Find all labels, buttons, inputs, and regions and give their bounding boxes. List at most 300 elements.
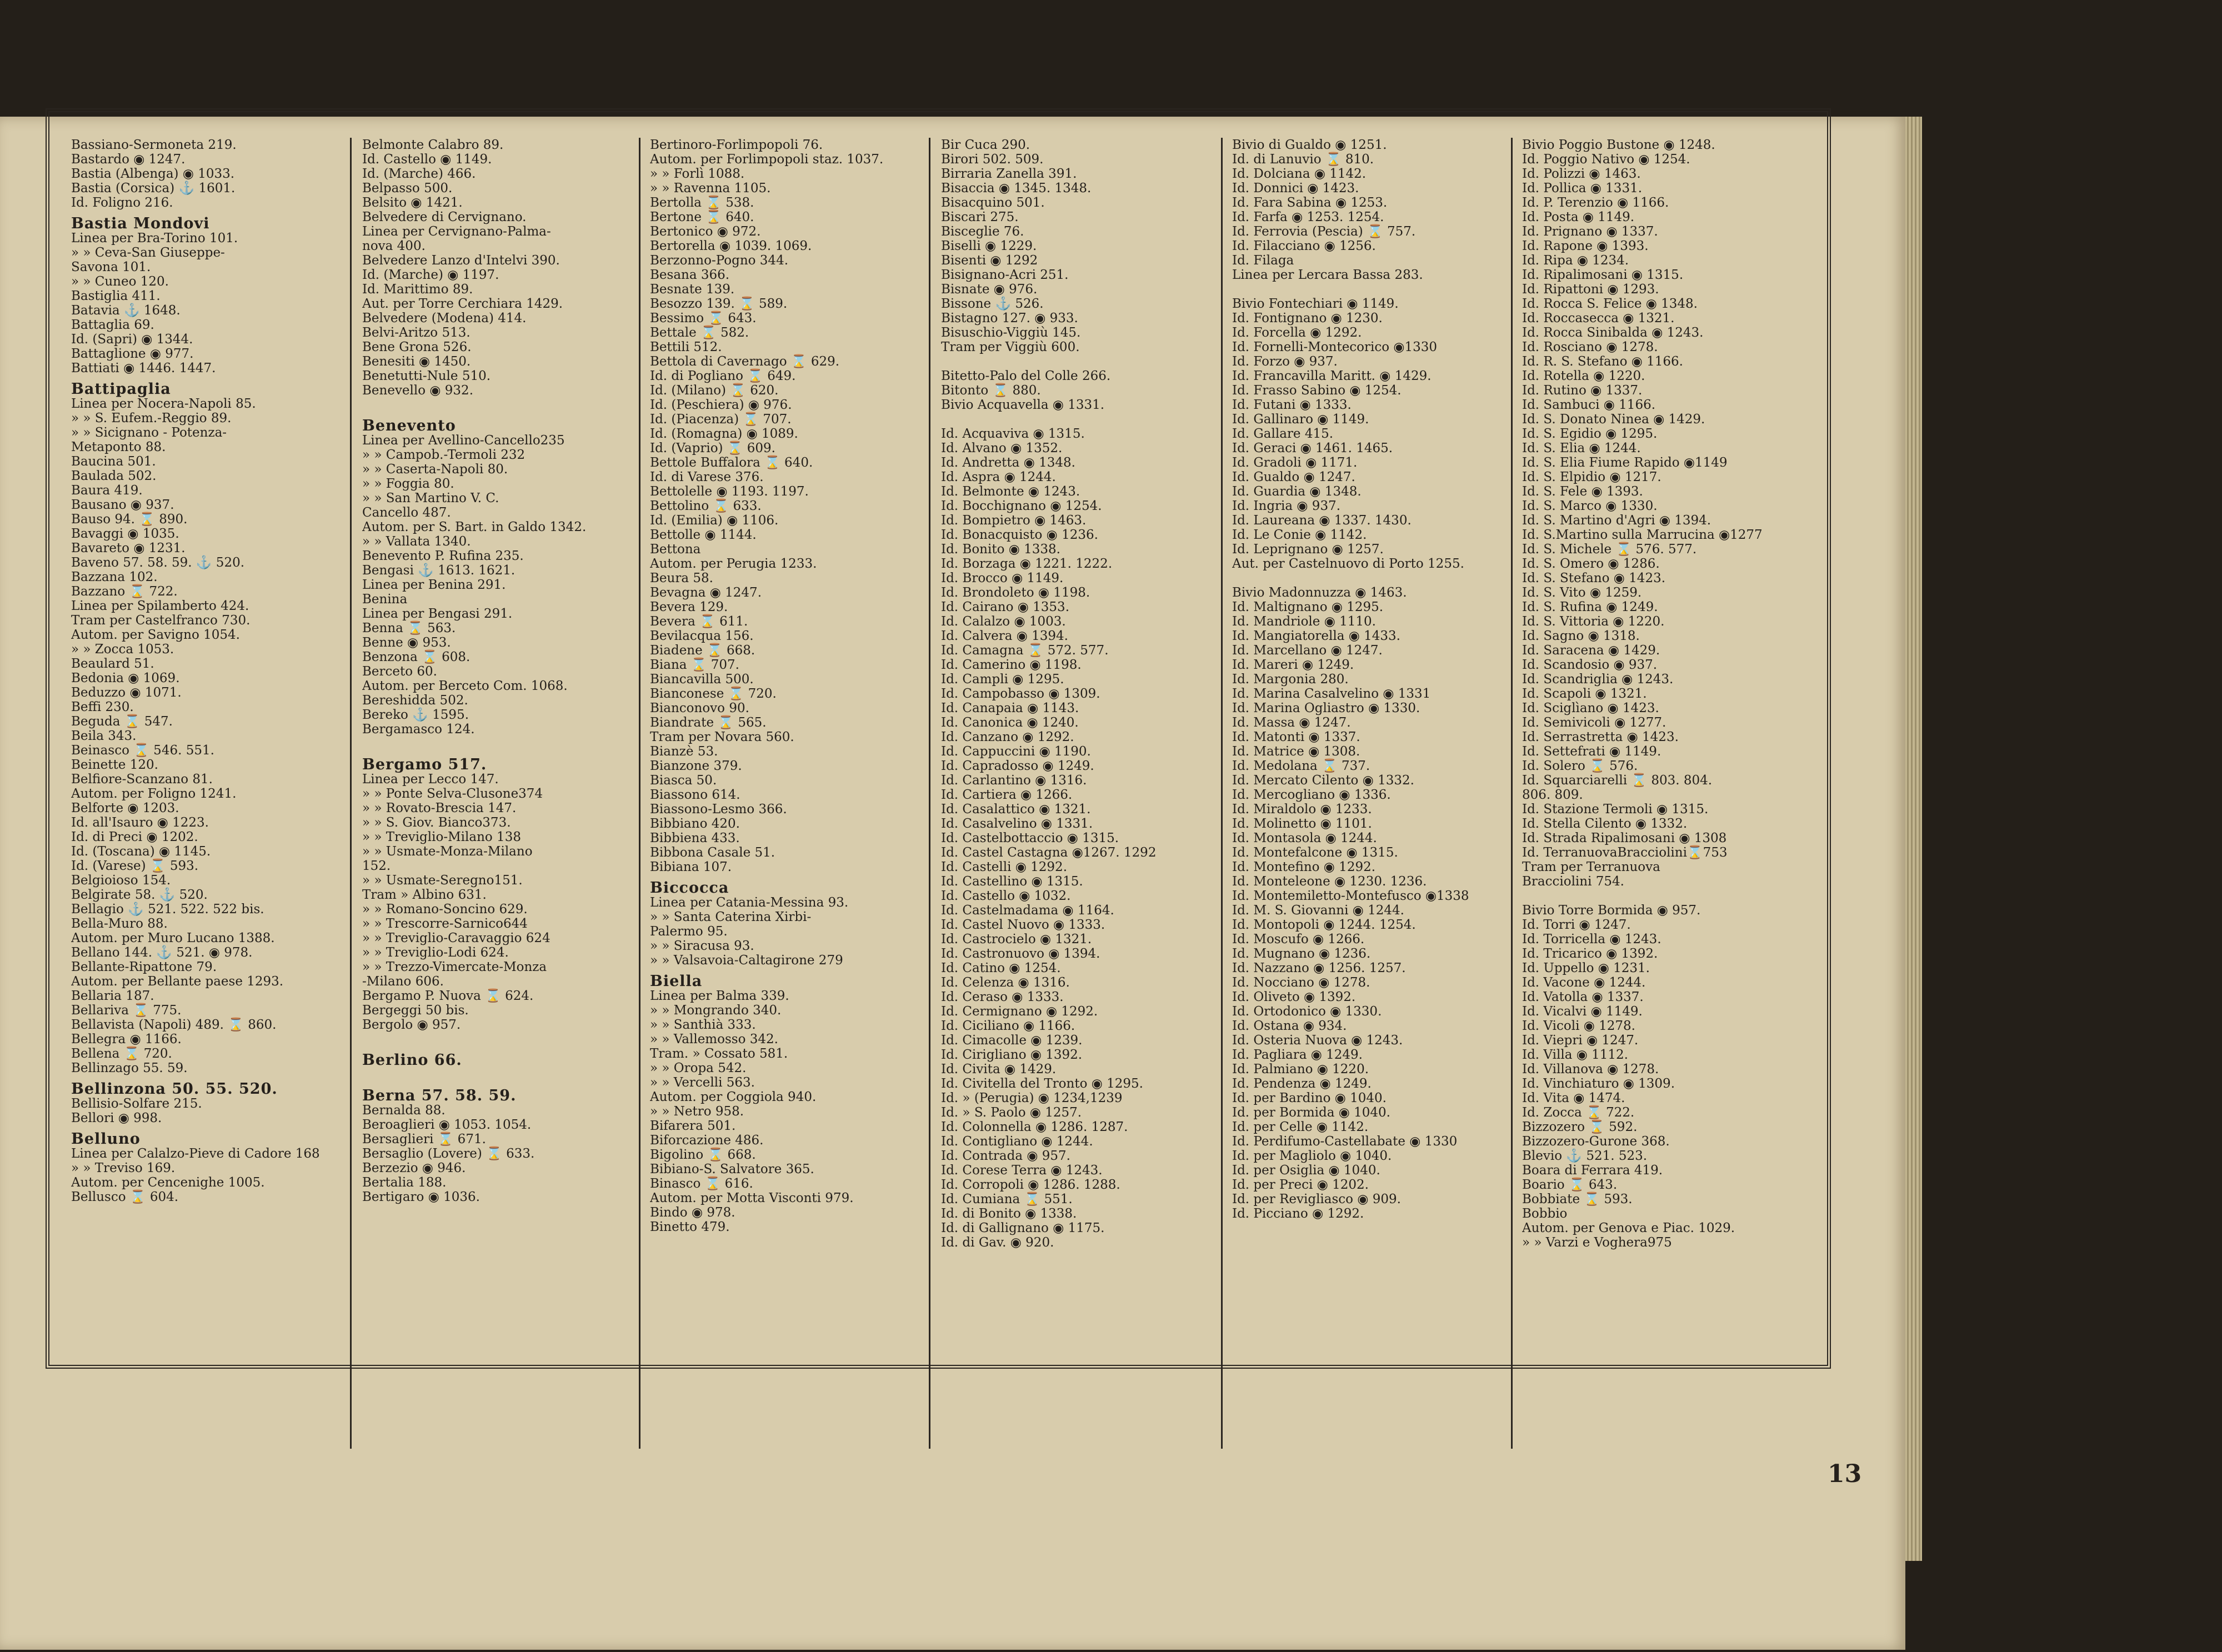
index-entry: Id. Bonacquisto ◉ 1236.: [941, 528, 1098, 542]
index-entry: [362, 1068, 640, 1082]
index-entry: Id. Bompietro ◉ 1463.: [941, 513, 1087, 528]
index-entry: Benevello ◉ 932.: [362, 383, 474, 398]
index-entry: [1232, 282, 1510, 297]
index-entry: Bellisio-Solfare 215.: [71, 1097, 202, 1111]
index-entry: Id. S. Stefano ◉ 1423.: [1522, 571, 1666, 585]
index-entry: Id. Campli ◉ 1295.: [941, 672, 1064, 687]
index-entry: Bettolino ⌛ 633.: [650, 499, 762, 513]
index-entry: Belvedere di Cervignano.: [362, 210, 527, 224]
index-entry: Autom. per Bellante paese 1293.: [71, 974, 284, 989]
index-entry: Bindo ◉ 978.: [650, 1205, 735, 1220]
index-entry: Bertalia 188.: [362, 1175, 447, 1190]
index-entry: Id. TerranuovaBracciolini⌛753: [1522, 845, 1728, 860]
index-entry: Baulada 502.: [71, 469, 157, 483]
index-entry: Id. R. S. Stefano ◉ 1166.: [1522, 354, 1683, 369]
index-entry: » » Forlì 1088.: [650, 167, 745, 181]
index-entry: Id. Vicoli ◉ 1278.: [1522, 1019, 1635, 1033]
index-entry: Id. Sagno ◉ 1318.: [1522, 629, 1640, 643]
index-entry: Aut. per Castelnuovo di Porto 1255.: [1232, 557, 1464, 571]
index-entry: Id. Ripa ◉ 1234.: [1522, 253, 1629, 268]
index-entry: Bergamo P. Nuova ⌛ 624.: [362, 989, 534, 1003]
index-entry: Id. Roccasecca ◉ 1321.: [1522, 311, 1675, 326]
index-entry: Id. Cartiera ◉ 1266.: [941, 788, 1073, 802]
index-entry: Id. Fara Sabina ◉ 1253.: [1232, 196, 1388, 210]
index-entry: Bizzozero ⌛ 592.: [1522, 1120, 1638, 1134]
index-entry: Id. (Marche) ◉ 1197.: [362, 268, 499, 282]
index-entry: Id. Ceraso ◉ 1333.: [941, 990, 1064, 1004]
index-entry: Autom. per Cencenighe 1005.: [71, 1175, 265, 1190]
index-entry: Battipaglia: [71, 381, 171, 398]
index-entry: Id. S. Michele ⌛ 576. 577.: [1522, 542, 1697, 557]
index-entry: Id. Brondoleto ◉ 1198.: [941, 585, 1090, 600]
index-entry: Bettolle ◉ 1144.: [650, 528, 757, 542]
index-entry: Biella: [650, 973, 703, 990]
index-entry: Id. Torri ◉ 1247.: [1522, 918, 1631, 932]
index-entry: nova 400.: [362, 239, 426, 253]
index-entry: Id. Molinetto ◉ 1101.: [1232, 817, 1372, 831]
index-entry: Bertonico ◉ 972.: [650, 224, 761, 239]
index-entry: Id. Maltignano ◉ 1295.: [1232, 600, 1384, 614]
index-entry: Bitonto ⌛ 880.: [941, 383, 1041, 398]
index-entry: Id. Carlantino ◉ 1316.: [941, 773, 1087, 788]
index-entry: » » Sicignano - Potenza-: [71, 425, 227, 440]
index-entry: Id. Contigliano ◉ 1244.: [941, 1134, 1093, 1149]
index-entry: Id. Stella Cilento ◉ 1332.: [1522, 817, 1688, 831]
index-entry: Id. Pagliara ◉ 1249.: [1232, 1048, 1363, 1062]
index-entry: Id. di Varese 376.: [650, 470, 764, 484]
index-entry: Id. Ortodonico ◉ 1330.: [1232, 1004, 1382, 1019]
index-entry: Bastiglia 411.: [71, 289, 161, 303]
index-entry: Id. Castellino ◉ 1315.: [941, 874, 1083, 889]
index-entry: » » San Martino V. C.: [362, 491, 499, 505]
index-entry: Baucina 501.: [71, 454, 156, 469]
index-entry: Id. (Vaprio) ⌛ 609.: [650, 441, 775, 455]
index-entry: Id. per Bormida ◉ 1040.: [1232, 1105, 1390, 1120]
index-entry: Biandrate ⌛ 565.: [650, 715, 767, 730]
index-entry: » » Siracusa 93.: [650, 939, 754, 953]
index-entry: Id. Castelbottaccio ◉ 1315.: [941, 831, 1119, 845]
index-entry: Bereshidda 502.: [362, 693, 468, 708]
index-entry: Id. Scapoli ◉ 1321.: [1522, 687, 1647, 701]
index-entry: Id. (Piacenza) ⌛ 707.: [650, 412, 792, 427]
index-entry: » » Santa Caterina Xirbi-: [650, 910, 812, 924]
index-entry: Bifarera 501.: [650, 1119, 736, 1133]
index-entry: Id. Massa ◉ 1247.: [1232, 715, 1351, 730]
index-entry: Bianconese ⌛ 720.: [650, 687, 777, 701]
index-entry: Linea per Nocera-Napoli 85.: [71, 397, 256, 411]
index-entry: Id. Calalzo ◉ 1003.: [941, 614, 1066, 629]
index-entry: Id. M. S. Giovanni ◉ 1244.: [1232, 903, 1404, 918]
index-entry: Bettole Buffalora ⌛ 640.: [650, 455, 813, 470]
index-entry: Id. Nocciano ◉ 1278.: [1232, 975, 1370, 990]
index-entry: 806. 809.: [1522, 788, 1583, 802]
index-entry: Belluno: [71, 1130, 141, 1148]
index-entry: Linea per Benina 291.: [362, 578, 506, 592]
index-entry: Bisaccia ◉ 1345. 1348.: [941, 181, 1092, 196]
index-entry: Belsito ◉ 1421.: [362, 196, 463, 210]
index-entry: Id. Zocca ⌛ 722.: [1522, 1105, 1635, 1120]
index-entry: Tram per Novara 560.: [650, 730, 794, 744]
index-entry: Bausano ◉ 937.: [71, 498, 174, 512]
index-entry: Aut. per Torre Cerchiara 1429.: [362, 297, 563, 311]
index-entry: Benetutti-Nule 510.: [362, 369, 491, 383]
index-entry: Id. Rapone ◉ 1393.: [1522, 239, 1649, 253]
index-entry: Id. Leprignano ◉ 1257.: [1232, 542, 1384, 557]
index-entry: Bellano 144. ⚓ 521. ◉ 978.: [71, 945, 253, 960]
index-entry: Bergolo ◉ 957.: [362, 1018, 461, 1032]
index-entry: Autom. per Motta Visconti 979.: [650, 1191, 854, 1205]
index-entry: 152.: [362, 859, 391, 873]
index-entry: » » Zocca 1053.: [71, 642, 174, 657]
index-entry: » » Santhià 333.: [650, 1018, 756, 1032]
index-entry: Id. Camerino ◉ 1198.: [941, 658, 1082, 672]
index-entry: Id. Serrastretta ◉ 1423.: [1522, 730, 1679, 744]
index-entry: » » Varzi e Voghera975: [1522, 1235, 1672, 1250]
index-entry: Id. Uppello ◉ 1231.: [1522, 961, 1650, 975]
index-entry: Id. S. Martino d'Agri ◉ 1394.: [1522, 513, 1711, 528]
index-entry: Id. Rotella ◉ 1220.: [1522, 369, 1645, 383]
index-entry: Id. di Pogliano ⌛ 649.: [650, 369, 796, 383]
index-entry: Bivio di Gualdo ◉ 1251.: [1232, 138, 1387, 152]
index-entry: » » Usmate-Seregno151.: [362, 873, 523, 888]
index-entry: Benesiti ◉ 1450.: [362, 354, 471, 369]
index-entry: Berzonno-Pogno 344.: [650, 253, 789, 268]
index-entry: Bisceglie 76.: [941, 224, 1024, 239]
index-entry: Id. per Bardino ◉ 1040.: [1232, 1091, 1387, 1105]
index-entry: Id. all'Isauro ◉ 1223.: [71, 815, 209, 830]
index-entry: Id. Strada Ripalimosani ◉ 1308: [1522, 831, 1727, 845]
index-entry: Id. Frasso Sabino ◉ 1254.: [1232, 383, 1402, 398]
index-entry: Id. Palmiano ◉ 1220.: [1232, 1062, 1369, 1077]
index-entry: Id. Corropoli ◉ 1286. 1288.: [941, 1178, 1120, 1192]
index-entry: Biforcazione 486.: [650, 1133, 764, 1148]
index-entry: Id. Rutino ◉ 1337.: [1522, 383, 1643, 398]
index-entry: Id. Mandriole ◉ 1110.: [1232, 614, 1376, 629]
index-entry: Beguda ⌛ 547.: [71, 714, 173, 729]
index-entry: Bigolino ⌛ 668.: [650, 1148, 756, 1162]
index-entry: Bracciolini 754.: [1522, 874, 1624, 889]
index-entry: Id. Vicalvi ◉ 1149.: [1522, 1004, 1643, 1019]
index-entry: Id. Scandriglia ◉ 1243.: [1522, 672, 1674, 687]
index-entry: Besozzo 139. ⌛ 589.: [650, 297, 788, 311]
index-entry: Id. Catino ◉ 1254.: [941, 961, 1061, 975]
index-entry: Id. (Marche) 466.: [362, 167, 476, 181]
index-entry: Id. Andretta ◉ 1348.: [941, 455, 1075, 470]
index-entry: Id. Canapaia ◉ 1143.: [941, 701, 1079, 715]
index-entry: Id. Contrada ◉ 957.: [941, 1149, 1070, 1163]
index-entry: Bellena ⌛ 720.: [71, 1047, 172, 1061]
column-divider: [639, 138, 640, 1449]
index-entry: Belforte ◉ 1203.: [71, 801, 179, 815]
index-entry: Id. S. Elpidio ◉ 1217.: [1522, 470, 1662, 484]
index-entry: Linea per Catania-Messina 93.: [650, 895, 849, 910]
index-entry: Id. Fontignano ◉ 1230.: [1232, 311, 1383, 326]
index-entry: Id. S. Elia Fiume Rapido ◉1149: [1522, 455, 1728, 470]
index-entry: Belgioioso 154.: [71, 873, 171, 888]
index-entry: Id. P. Terenzio ◉ 1166.: [1522, 196, 1669, 210]
index-entry: Benna ⌛ 563.: [362, 621, 456, 635]
index-entry: Biasca 50.: [650, 773, 717, 788]
index-entry: Id. Mareri ◉ 1249.: [1232, 658, 1354, 672]
index-entry: Id. Villanova ◉ 1278.: [1522, 1062, 1659, 1077]
index-entry: Id. Scandosio ◉ 937.: [1522, 658, 1658, 672]
index-entry: Bedonia ◉ 1069.: [71, 671, 180, 685]
index-entry: » » Romano-Soncino 629.: [362, 902, 528, 917]
index-entry: Belvi-Aritzo 513.: [362, 326, 471, 340]
index-entry: » » Ceva-San Giuseppe-: [71, 246, 225, 260]
index-entry: Blevio ⚓ 521. 523.: [1522, 1149, 1648, 1163]
index-entry: Bettona: [650, 542, 701, 557]
index-entry: Id. Matonti ◉ 1337.: [1232, 730, 1360, 744]
index-entry: » » Mongrando 340.: [650, 1003, 782, 1018]
index-entry: Id. Osteria Nuova ◉ 1243.: [1232, 1033, 1403, 1048]
index-entry: [362, 1032, 640, 1047]
index-entry: Biassono-Lesmo 366.: [650, 802, 787, 817]
page-number: 13: [1828, 1460, 1862, 1488]
index-entry: Id. Vatolla ◉ 1337.: [1522, 990, 1644, 1004]
index-entry: Baura 419.: [71, 483, 143, 498]
index-entry: Bivio Acquavella ◉ 1331.: [941, 398, 1105, 412]
index-entry: Id. (Peschiera) ◉ 976.: [650, 398, 792, 412]
index-entry: Linea per Avellino-Cancello235: [362, 433, 565, 448]
column-divider: [929, 138, 930, 1449]
index-entry: Id. Dolciana ◉ 1142.: [1232, 167, 1367, 181]
index-entry: Linea per Lercara Bassa 283.: [1232, 268, 1423, 282]
index-entry: Bellariva ⌛ 775.: [71, 1003, 182, 1018]
index-entry: Id. Posta ◉ 1149.: [1522, 210, 1635, 224]
index-entry: Bellinzago 55. 59.: [71, 1061, 188, 1075]
index-entry: [1522, 889, 1811, 903]
index-entry: Id. Borzaga ◉ 1221. 1222.: [941, 557, 1113, 571]
index-entry: Biancavilla 500.: [650, 672, 754, 687]
index-entry: » » Vallemosso 342.: [650, 1032, 778, 1047]
index-entry: Id. di Gallignano ◉ 1175.: [941, 1221, 1105, 1235]
index-entry: Id. Pendenza ◉ 1249.: [1232, 1077, 1372, 1091]
index-entry: Id. Castel Castagna ◉1267. 1292: [941, 845, 1157, 860]
index-entry: Bernalda 88.: [362, 1103, 446, 1118]
index-entry: Id. Farfa ◉ 1253. 1254.: [1232, 210, 1384, 224]
index-entry: [1232, 571, 1510, 585]
index-entry: Biscari 275.: [941, 210, 1019, 224]
index-entry: Id. Ferrovia (Pescia) ⌛ 757.: [1232, 224, 1416, 239]
index-entry: Id. Acquaviva ◉ 1315.: [941, 427, 1085, 441]
index-entry: Id. Vita ◉ 1474.: [1522, 1091, 1625, 1105]
index-entry: Besana 366.: [650, 268, 730, 282]
index-entry: Bellagio ⚓ 521. 522. 522 bis.: [71, 902, 264, 917]
index-entry: Id. Castello ◉ 1149.: [362, 152, 492, 167]
index-entry: Id. Capradosso ◉ 1249.: [941, 759, 1094, 773]
index-entry: Id. Guardia ◉ 1348.: [1232, 484, 1362, 499]
index-entry: Id. (Romagna) ◉ 1089.: [650, 427, 798, 441]
index-entry: Bevera ⌛ 611.: [650, 614, 748, 629]
index-entry: Id. S. Vittoria ◉ 1220.: [1522, 614, 1665, 629]
index-entry: Bianconovo 90.: [650, 701, 749, 715]
index-entry: Benina: [362, 592, 408, 607]
index-entry: Id. Cermignano ◉ 1292.: [941, 1004, 1098, 1019]
index-entry: Id. Miraldolo ◉ 1233.: [1232, 802, 1372, 817]
index-entry: Id. Montefalcone ◉ 1315.: [1232, 845, 1398, 860]
index-entry: Beaulard 51.: [71, 657, 154, 671]
index-entry: Id. Marina Ogliastro ◉ 1330.: [1232, 701, 1420, 715]
index-entry: Id. per Celle ◉ 1142.: [1232, 1120, 1369, 1134]
index-entry: Id. Oliveto ◉ 1392.: [1232, 990, 1356, 1004]
index-entry: Id. Ripalimosani ◉ 1315.: [1522, 268, 1684, 282]
index-entry: Bergeggi 50 bis.: [362, 1003, 469, 1018]
index-entry: Bettili 512.: [650, 340, 722, 354]
index-entry: Id. S. Fele ◉ 1393.: [1522, 484, 1643, 499]
index-entry: Bisenti ◉ 1292: [941, 253, 1038, 268]
index-entry: Autom. per Forlimpopoli staz. 1037.: [650, 152, 884, 167]
index-entry: Bevagna ◉ 1247.: [650, 585, 762, 600]
index-entry: Benne ◉ 953.: [362, 635, 451, 650]
index-entry: Id. Moscufo ◉ 1266.: [1232, 932, 1365, 947]
index-entry: Id. S. Donato Ninea ◉ 1429.: [1522, 412, 1705, 427]
index-entry: Id. Nazzano ◉ 1256. 1257.: [1232, 961, 1406, 975]
index-entry: » » Valsavoia-Caltagirone 279: [650, 953, 843, 968]
index-entry: Id. Poggio Nativo ◉ 1254.: [1522, 152, 1690, 167]
index-entry: Id. Montopoli ◉ 1244. 1254.: [1232, 918, 1416, 932]
index-entry: Id. Colonnella ◉ 1286. 1287.: [941, 1120, 1128, 1134]
index-entry: Bastia Mondovi: [71, 215, 210, 232]
index-entry: Tram per Castelfranco 730.: [71, 613, 251, 628]
index-entry: [941, 354, 1219, 369]
index-entry: Id. Alvano ◉ 1352.: [941, 441, 1063, 455]
index-entry: Id. di Gav. ◉ 920.: [941, 1235, 1054, 1250]
index-entry: Bauso 94. ⌛ 890.: [71, 512, 188, 527]
index-entry: Berceto 60.: [362, 664, 437, 679]
index-entry: Battaglione ◉ 977.: [71, 347, 194, 361]
index-entry: Id. Sambuci ◉ 1166.: [1522, 398, 1656, 412]
index-entry: Id. Mugnano ◉ 1236.: [1232, 947, 1371, 961]
index-entry: Bersaglio (Lovere) ⌛ 633.: [362, 1147, 535, 1161]
index-entry: Id. S. Elia ◉ 1244.: [1522, 441, 1641, 455]
index-entry: Metaponto 88.: [71, 440, 166, 454]
index-entry: Linea per Bra-Torino 101.: [71, 231, 238, 246]
index-entry: Id. S. Rufina ◉ 1249.: [1522, 600, 1658, 614]
index-entry: Id. Cappuccini ◉ 1190.: [941, 744, 1091, 759]
index-entry: Bisacquino 501.: [941, 196, 1045, 210]
column-divider: [1511, 138, 1513, 1449]
index-entry: Id. Civita ◉ 1429.: [941, 1062, 1057, 1077]
index-entry: Id. Gradoli ◉ 1171.: [1232, 455, 1358, 470]
index-entry: » » Treviglio-Caravaggio 624: [362, 931, 551, 945]
index-entry: Id. S. Marco ◉ 1330.: [1522, 499, 1658, 513]
index-entry: Id. Ripattoni ◉ 1293.: [1522, 282, 1659, 297]
index-entry: Id. Campobasso ◉ 1309.: [941, 687, 1100, 701]
index-entry: Id. Vinchiaturo ◉ 1309.: [1522, 1077, 1675, 1091]
index-entry: Belfiore-Scanzano 81.: [71, 772, 213, 787]
index-entry: Id. Marina Casalvelino ◉ 1331: [1232, 687, 1431, 701]
index-entry: Id. Calvera ◉ 1394.: [941, 629, 1068, 643]
index-entry: Id. Matrice ◉ 1308.: [1232, 744, 1360, 759]
index-entry: Id. Pollica ◉ 1331.: [1522, 181, 1643, 196]
index-entry: Id. (Sapri) ◉ 1344.: [71, 332, 193, 347]
index-entry: » » Cuneo 120.: [71, 274, 169, 289]
index-entry: Linea per Spilamberto 424.: [71, 599, 249, 613]
index-entry: Autom. per Berceto Com. 1068.: [362, 679, 568, 693]
index-entry: Boario ⌛ 643.: [1522, 1178, 1618, 1192]
index-entry: Bergamasco 124.: [362, 722, 475, 737]
index-entry: Id. Ciciliano ◉ 1166.: [941, 1019, 1075, 1033]
index-entry: » » S. Giov. Bianco373.: [362, 815, 511, 830]
index-column-2: [362, 138, 640, 1454]
index-entry: Biana ⌛ 707.: [650, 658, 739, 672]
index-entry: Id. Castrocielo ◉ 1321.: [941, 932, 1092, 947]
index-entry: Id. Corese Terra ◉ 1243.: [941, 1163, 1103, 1178]
index-entry: Id. Castelmadama ◉ 1164.: [941, 903, 1114, 918]
index-column-6: [1522, 138, 1811, 1454]
index-entry: Binetto 479.: [650, 1220, 730, 1234]
index-entry: Berzezio ◉ 946.: [362, 1161, 466, 1175]
index-entry: Id. Mercato Cilento ◉ 1332.: [1232, 773, 1414, 788]
index-entry: Bergamo 517.: [362, 756, 487, 773]
index-entry: Tram » Albino 631.: [362, 888, 487, 902]
index-entry: Bianzone 379.: [650, 759, 742, 773]
index-entry: Benzona ⌛ 608.: [362, 650, 471, 664]
index-entry: Id. Marcellano ◉ 1247.: [1232, 643, 1383, 658]
index-entry: Bertone ⌛ 640.: [650, 210, 754, 224]
index-entry: Bitetto-Palo del Colle 266.: [941, 369, 1111, 383]
index-entry: Id. Futani ◉ 1333.: [1232, 398, 1352, 412]
index-entry: Beinasco ⌛ 546. 551.: [71, 743, 214, 758]
index-entry: -Milano 606.: [362, 974, 444, 989]
index-entry: Bevera 129.: [650, 600, 728, 614]
index-entry: Bellinzona 50. 55. 520.: [71, 1080, 278, 1098]
index-entry: Bertolla ⌛ 538.: [650, 196, 754, 210]
index-entry: Id. di Bonito ◉ 1338.: [941, 1207, 1077, 1221]
index-entry: Bianzè 53.: [650, 744, 718, 759]
index-entry: » » Foggia 80.: [362, 477, 454, 491]
index-entry: Bivio Torre Bormida ◉ 957.: [1522, 903, 1701, 918]
index-entry: Bavareto ◉ 1231.: [71, 541, 186, 555]
index-entry: Tram per Viggiù 600.: [941, 340, 1080, 354]
index-entry: Linea per Balma 339.: [650, 989, 789, 1003]
index-entry: Linea per Bengasi 291.: [362, 607, 513, 621]
index-entry: Id. Solero ⌛ 576.: [1522, 759, 1638, 773]
index-entry: Benevento: [362, 417, 456, 434]
index-entry: Battaglia 69.: [71, 318, 154, 332]
index-entry: Id. (Emilia) ◉ 1106.: [650, 513, 779, 528]
index-entry: Bastardo ◉ 1247.: [71, 152, 186, 167]
index-entry: Id. Tricarico ◉ 1392.: [1522, 947, 1658, 961]
index-entry: Bellori ◉ 998.: [71, 1111, 162, 1125]
index-entry: Id. Viepri ◉ 1247.: [1522, 1033, 1639, 1048]
index-entry: Id. Villa ◉ 1112.: [1522, 1048, 1628, 1062]
index-entry: » » Treviglio-Milano 138: [362, 830, 521, 844]
index-entry: Battiati ◉ 1446. 1447.: [71, 361, 216, 376]
index-entry: Palermo 95.: [650, 924, 728, 939]
index-entry: Id. Forzo ◉ 937.: [1232, 354, 1338, 369]
index-entry: Id. S.Martino sulla Marrucina ◉1277: [1522, 528, 1763, 542]
index-entry: » » Campob.-Termoli 232: [362, 448, 526, 462]
index-entry: Id. per Revigliasco ◉ 909.: [1232, 1192, 1401, 1207]
index-entry: Bereko ⚓ 1595.: [362, 708, 469, 722]
index-entry: Bazzano ⌛ 722.: [71, 584, 178, 599]
index-entry: Autom. per Savigno 1054.: [71, 628, 240, 642]
index-entry: Linea per Cervignano-Palma-: [362, 224, 551, 239]
index-entry: Id. Vacone ◉ 1244.: [1522, 975, 1646, 990]
index-entry: Id. Cirigliano ◉ 1392.: [941, 1048, 1083, 1062]
index-entry: Autom. per Coggiola 940.: [650, 1090, 817, 1104]
index-entry: Id. Margonia 280.: [1232, 672, 1349, 687]
index-entry: Id. Settefrati ◉ 1149.: [1522, 744, 1662, 759]
index-entry: Id. Stazione Termoli ◉ 1315.: [1522, 802, 1709, 817]
index-entry: Bellavista (Napoli) 489. ⌛ 860.: [71, 1018, 277, 1032]
index-entry: Biadene ⌛ 668.: [650, 643, 755, 658]
index-entry: Biassono 614.: [650, 788, 740, 802]
index-entry: Id. Foligno 216.: [71, 196, 173, 210]
index-column-5: [1232, 138, 1510, 1454]
